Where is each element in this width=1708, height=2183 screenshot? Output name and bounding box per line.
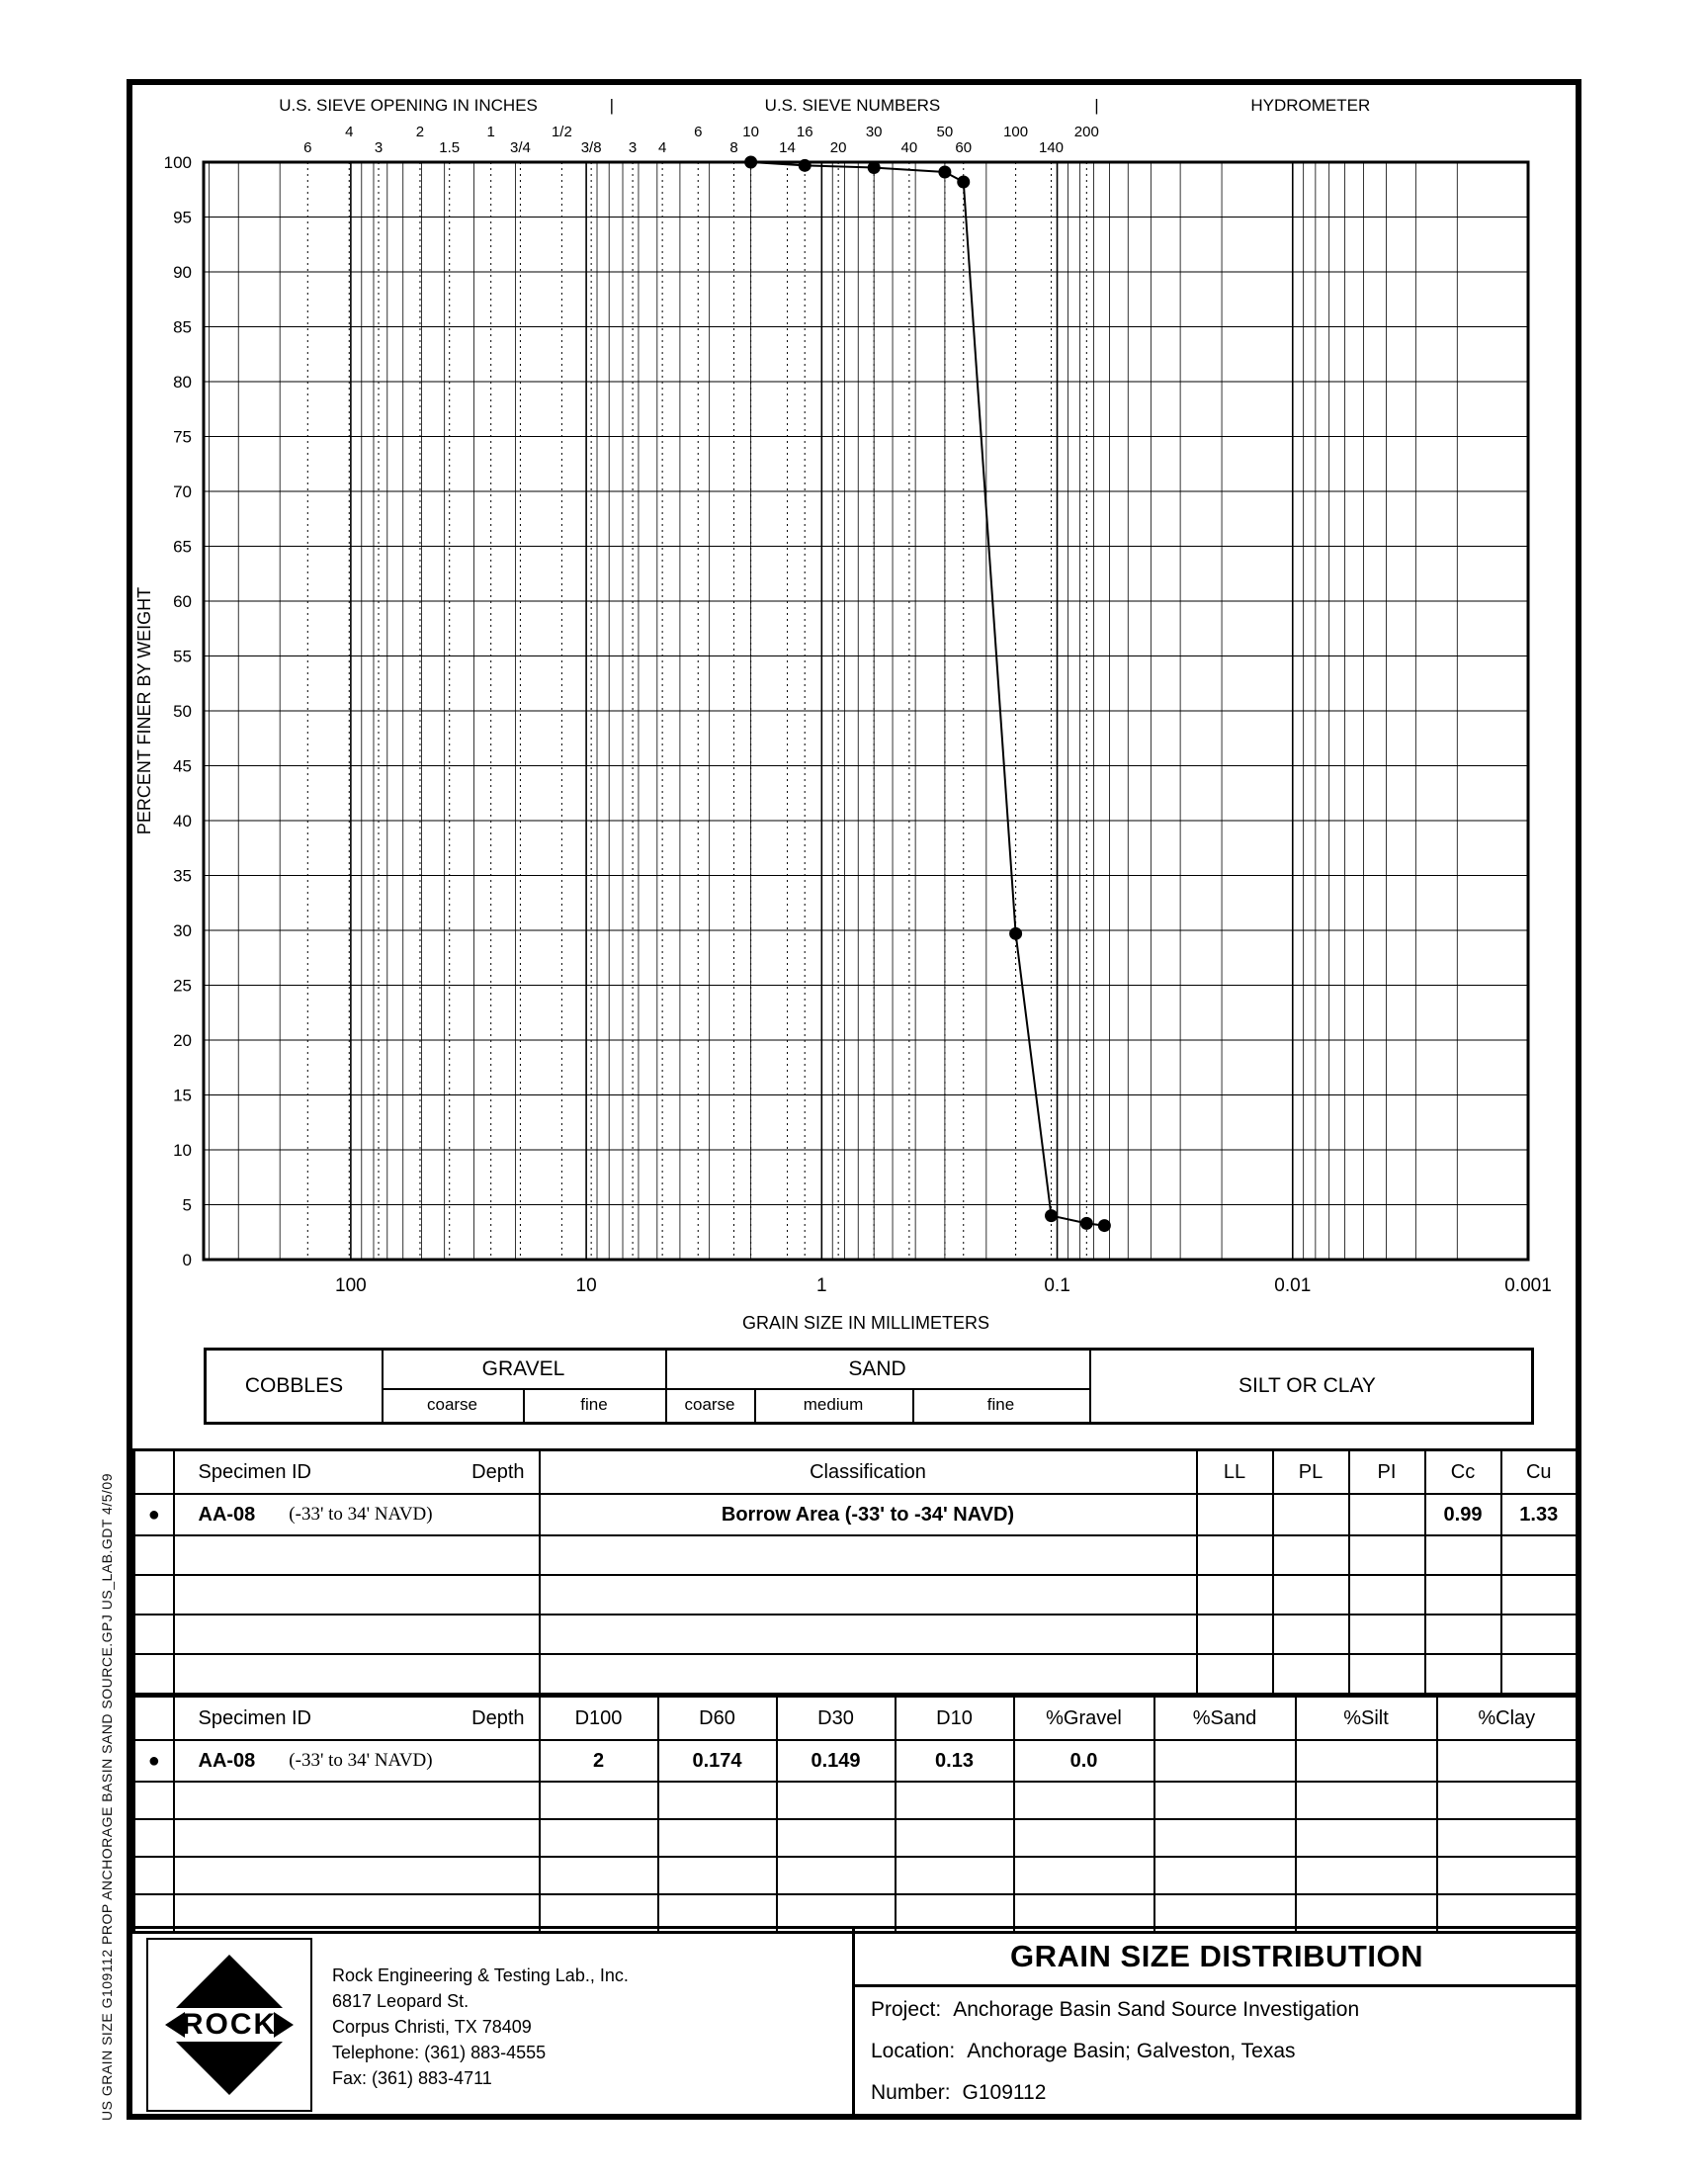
svg-text:75: 75 <box>173 427 192 447</box>
empty-cell <box>1154 1857 1296 1894</box>
empty-cell <box>1425 1615 1501 1654</box>
svg-text:35: 35 <box>173 866 192 886</box>
svg-text:10: 10 <box>575 1275 597 1296</box>
empty-cell <box>540 1535 1197 1575</box>
svg-text:1: 1 <box>816 1275 827 1296</box>
svg-text:90: 90 <box>173 263 192 282</box>
svg-text:U.S. SIEVE OPENING IN INCHES: U.S. SIEVE OPENING IN INCHES <box>279 96 538 115</box>
empty-cell <box>1273 1535 1349 1575</box>
empty-cell <box>1437 1782 1578 1819</box>
grain-size-chart <box>132 85 1576 1341</box>
d60-header: D60 <box>658 1697 777 1741</box>
empty-cell <box>1425 1575 1501 1615</box>
empty-cell <box>540 1575 1197 1615</box>
svg-text:100: 100 <box>163 153 192 172</box>
pct-sand-value <box>1154 1740 1296 1782</box>
svg-text:|: | <box>609 96 615 115</box>
svg-text:60: 60 <box>955 139 973 156</box>
svg-text:60: 60 <box>173 592 192 611</box>
project-line <box>871 1998 1359 2022</box>
empty-cell <box>1014 1782 1154 1819</box>
svg-text:1.5: 1.5 <box>439 139 461 156</box>
empty-cell <box>174 1575 540 1615</box>
empty-cell <box>134 1654 174 1695</box>
svg-text:20: 20 <box>829 139 847 156</box>
svg-text:3: 3 <box>628 139 638 156</box>
specimen-id-header: Specimen ID <box>198 1706 311 1729</box>
classification-header: Classification <box>540 1450 1197 1495</box>
svg-text:5: 5 <box>182 1195 192 1215</box>
svg-text:140: 140 <box>1039 139 1065 156</box>
svg-text:30: 30 <box>173 921 192 940</box>
empty-cell <box>1273 1615 1349 1654</box>
cc-header: Cc <box>1425 1450 1501 1495</box>
rock-logo-text: ROCK <box>181 2008 278 2041</box>
grid-lines <box>204 162 1528 1260</box>
empty-cell <box>1197 1654 1273 1695</box>
svg-text:50: 50 <box>173 702 192 721</box>
svg-text:200: 200 <box>1073 124 1099 140</box>
svg-text:3/4: 3/4 <box>510 139 531 156</box>
empty-cell <box>896 1857 1014 1894</box>
pl-header: PL <box>1273 1450 1349 1495</box>
empty-cell <box>134 1857 174 1894</box>
empty-cell <box>174 1857 540 1894</box>
x-axis-title: GRAIN SIZE IN MILLIMETERS <box>741 1313 990 1333</box>
data-point-markers <box>744 156 1111 1233</box>
svg-text:6: 6 <box>303 139 312 156</box>
empty-cell <box>1273 1575 1349 1615</box>
svg-text:0: 0 <box>182 1251 192 1269</box>
empty-cell <box>174 1819 540 1857</box>
number-value: G109112 <box>962 2081 1047 2104</box>
d100-value: 2 <box>540 1740 658 1782</box>
empty-row <box>134 1575 1578 1615</box>
empty-cell <box>174 1615 540 1654</box>
svg-text:55: 55 <box>173 647 192 666</box>
divider <box>382 1351 384 1422</box>
empty-cell <box>1296 1782 1437 1819</box>
gradation-curve <box>751 162 1105 1226</box>
svg-text:25: 25 <box>173 976 192 996</box>
svg-text:1: 1 <box>486 124 495 140</box>
project-value: Anchorage Basin Sand Source Investigation <box>953 1998 1360 2021</box>
empty-row <box>134 1857 1578 1894</box>
d60-value: 0.174 <box>658 1740 777 1782</box>
company-info <box>332 1963 629 2091</box>
svg-text:100: 100 <box>335 1275 367 1296</box>
fraction-silt-clay: SILT OR CLAY <box>1238 1374 1376 1397</box>
fraction-gravel-coarse: coarse <box>426 1395 478 1414</box>
company-street: 6817 Leopard St. <box>332 1991 470 2011</box>
company-name: Rock Engineering & Testing Lab., Inc. <box>332 1965 629 1985</box>
empty-cell <box>1501 1615 1578 1654</box>
classification-header-row <box>134 1450 1578 1495</box>
empty-cell <box>777 1782 896 1819</box>
svg-text:14: 14 <box>779 139 796 156</box>
svg-text:100: 100 <box>1003 124 1029 140</box>
y-tick-labels <box>164 153 192 1269</box>
classification-value: Borrow Area (-33' to -34' NAVD) <box>540 1494 1197 1535</box>
empty-cell <box>1425 1654 1501 1695</box>
company-city: Corpus Christi, TX 78409 <box>332 2017 532 2037</box>
specimen-depth: (-33' to 34' NAVD) <box>289 1750 433 1771</box>
number-line <box>871 2081 1046 2105</box>
rock-logo-graphic <box>155 1951 303 2099</box>
empty-cell <box>134 1575 174 1615</box>
empty-cell <box>134 1615 174 1654</box>
sidebar-file-note: US GRAIN SIZE G109112 PROP ANCHORAGE BASIN SAND SOURCE.GPJ US_LAB.GDT 4/5/09 <box>99 1473 115 2121</box>
fraction-sand-coarse: coarse <box>684 1395 735 1414</box>
classification-table <box>132 1448 1579 1696</box>
empty-cell <box>896 1782 1014 1819</box>
empty-cell <box>540 1615 1197 1654</box>
pct-gravel-value: 0.0 <box>1014 1740 1154 1782</box>
series-marker: ● <box>134 1740 174 1782</box>
gradation-plot <box>132 85 1576 1341</box>
company-phone: Telephone: (361) 883-4555 <box>332 2043 547 2062</box>
fraction-strip <box>204 1348 1534 1425</box>
empty-cell <box>1197 1535 1273 1575</box>
svg-text:2: 2 <box>415 124 425 140</box>
svg-text:6: 6 <box>694 124 703 140</box>
empty-cell <box>1014 1819 1154 1857</box>
svg-text:45: 45 <box>173 756 192 776</box>
location-label: Location: <box>871 2040 956 2062</box>
empty-cell <box>1437 1819 1578 1857</box>
svg-text:65: 65 <box>173 537 192 557</box>
empty-cell <box>1437 1857 1578 1894</box>
depth-header: Depth <box>471 1460 525 1483</box>
empty-cell <box>540 1782 658 1819</box>
svg-text:10: 10 <box>173 1141 192 1160</box>
empty-cell <box>1154 1819 1296 1857</box>
svg-text:|: | <box>1094 96 1099 115</box>
project-label: Project: <box>871 1998 942 2021</box>
pct-silt-header: %Silt <box>1296 1697 1437 1741</box>
empty-cell <box>777 1857 896 1894</box>
cu-header: Cu <box>1501 1450 1578 1495</box>
specimen-id-header: Specimen ID <box>198 1460 311 1483</box>
pct-clay-value <box>1437 1740 1578 1782</box>
svg-text:50: 50 <box>936 124 954 140</box>
empty-cell <box>1425 1535 1501 1575</box>
empty-cell <box>658 1857 777 1894</box>
svg-text:30: 30 <box>865 124 883 140</box>
empty-cell <box>1273 1654 1349 1695</box>
empty-row <box>134 1819 1578 1857</box>
cc-value: 0.99 <box>1425 1494 1501 1535</box>
pi-value <box>1349 1494 1425 1535</box>
svg-text:3: 3 <box>374 139 384 156</box>
number-label: Number: <box>871 2081 951 2104</box>
svg-text:95: 95 <box>173 208 192 227</box>
fraction-gravel-fine: fine <box>580 1395 608 1414</box>
cu-value: 1.33 <box>1501 1494 1578 1535</box>
empty-cell <box>540 1857 658 1894</box>
svg-text:15: 15 <box>173 1086 192 1105</box>
svg-text:3/8: 3/8 <box>580 139 602 156</box>
empty-cell <box>134 1782 174 1819</box>
empty-cell <box>658 1782 777 1819</box>
empty-row <box>134 1615 1578 1654</box>
empty-row <box>134 1782 1578 1819</box>
classification-row-aa08 <box>134 1494 1578 1535</box>
empty-cell <box>1197 1575 1273 1615</box>
svg-text:1/2: 1/2 <box>551 124 572 140</box>
divider <box>912 1388 914 1422</box>
title-block <box>852 1929 1579 2117</box>
empty-cell <box>1501 1575 1578 1615</box>
d10-value: 0.13 <box>896 1740 1014 1782</box>
specimen-id: AA-08 <box>198 1503 256 1526</box>
pi-header: PI <box>1349 1450 1425 1495</box>
empty-cell <box>658 1819 777 1857</box>
pl-value <box>1273 1494 1349 1535</box>
y-axis-title: PERCENT FINER BY WEIGHT <box>134 586 154 835</box>
svg-text:0.01: 0.01 <box>1274 1275 1312 1296</box>
d10-header: D10 <box>896 1697 1014 1741</box>
divider <box>665 1351 667 1422</box>
marker-column-header <box>134 1697 174 1741</box>
divider <box>754 1388 756 1422</box>
location-line <box>871 2040 1296 2063</box>
empty-cell <box>174 1535 540 1575</box>
svg-text:20: 20 <box>173 1031 192 1050</box>
empty-cell <box>540 1654 1197 1695</box>
marker-column-header <box>134 1450 174 1495</box>
empty-cell <box>777 1819 896 1857</box>
x-tick-labels <box>335 1275 1552 1296</box>
empty-cell <box>1154 1782 1296 1819</box>
empty-cell <box>1296 1819 1437 1857</box>
empty-cell <box>174 1782 540 1819</box>
svg-text:4: 4 <box>345 124 354 140</box>
fraction-sand-fine: fine <box>986 1395 1015 1414</box>
pct-sand-header: %Sand <box>1154 1697 1296 1741</box>
d30-value: 0.149 <box>777 1740 896 1782</box>
fraction-cobbles: COBBLES <box>244 1374 344 1397</box>
fraction-gravel: GRAVEL <box>481 1357 565 1380</box>
divider <box>523 1388 525 1422</box>
dvalues-row-aa08 <box>134 1740 1578 1782</box>
fraction-sand-medium: medium <box>803 1395 864 1414</box>
empty-cell <box>1501 1654 1578 1695</box>
empty-cell <box>1014 1857 1154 1894</box>
fraction-sand: SAND <box>848 1357 906 1380</box>
empty-cell <box>896 1819 1014 1857</box>
specimen-depth: (-33' to 34' NAVD) <box>289 1504 433 1525</box>
pct-gravel-header: %Gravel <box>1014 1697 1154 1741</box>
empty-cell <box>174 1654 540 1695</box>
d30-header: D30 <box>777 1697 896 1741</box>
sieve-tick-labels <box>303 124 1099 156</box>
svg-text:70: 70 <box>173 482 192 501</box>
svg-text:85: 85 <box>173 317 192 337</box>
pct-silt-value <box>1296 1740 1437 1782</box>
depth-header: Depth <box>471 1706 525 1729</box>
svg-text:40: 40 <box>900 139 918 156</box>
rock-logo <box>146 1938 312 2112</box>
location-value: Anchorage Basin; Galveston, Texas <box>967 2040 1296 2062</box>
footer <box>132 1926 1576 2117</box>
empty-cell <box>134 1535 174 1575</box>
svg-text:0.1: 0.1 <box>1044 1275 1070 1296</box>
svg-text:8: 8 <box>729 139 738 156</box>
svg-text:40: 40 <box>173 812 192 830</box>
dvalues-table <box>132 1695 1579 1934</box>
scale-section-labels <box>279 96 1370 115</box>
empty-cell <box>1501 1535 1578 1575</box>
report-title: GRAIN SIZE DISTRIBUTION <box>855 1929 1579 1987</box>
company-fax: Fax: (361) 883-4711 <box>332 2068 492 2088</box>
empty-cell <box>1349 1654 1425 1695</box>
report-frame <box>127 79 1581 2120</box>
divider <box>1089 1351 1091 1422</box>
divider <box>382 1388 1089 1390</box>
svg-text:0.001: 0.001 <box>1504 1275 1552 1296</box>
svg-text:HYDROMETER: HYDROMETER <box>1250 96 1371 115</box>
empty-cell <box>1349 1535 1425 1575</box>
series-marker: ● <box>134 1494 174 1535</box>
svg-text:10: 10 <box>742 124 759 140</box>
svg-text:80: 80 <box>173 373 192 392</box>
empty-cell <box>540 1819 658 1857</box>
specimen-id: AA-08 <box>198 1749 256 1772</box>
svg-text:16: 16 <box>796 124 813 140</box>
empty-row <box>134 1654 1578 1695</box>
empty-cell <box>1349 1575 1425 1615</box>
empty-cell <box>1349 1615 1425 1654</box>
pct-clay-header: %Clay <box>1437 1697 1578 1741</box>
svg-text:U.S. SIEVE NUMBERS: U.S. SIEVE NUMBERS <box>764 96 941 115</box>
ll-value <box>1197 1494 1273 1535</box>
ll-header: LL <box>1197 1450 1273 1495</box>
empty-row <box>134 1535 1578 1575</box>
d100-header: D100 <box>540 1697 658 1741</box>
dvalues-header-row <box>134 1697 1578 1741</box>
empty-cell <box>1296 1857 1437 1894</box>
svg-text:4: 4 <box>657 139 667 156</box>
empty-cell <box>134 1819 174 1857</box>
empty-cell <box>1197 1615 1273 1654</box>
